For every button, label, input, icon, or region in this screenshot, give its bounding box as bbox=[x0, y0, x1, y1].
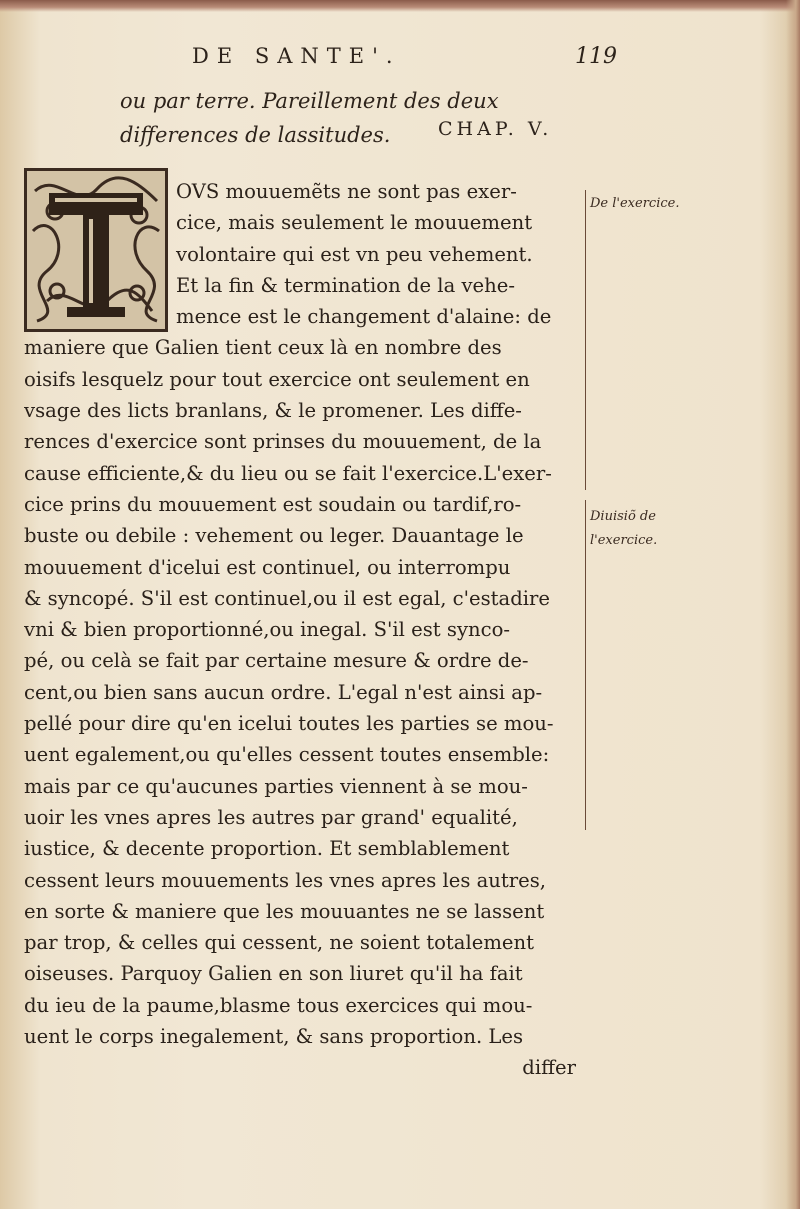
page-right-edge bbox=[786, 0, 800, 1209]
text-line: par trop, & celles qui cessent, ne soient totalement bbox=[24, 931, 535, 955]
text-line: vsage des licts branlans, & le promener. Les diffe- bbox=[24, 399, 522, 423]
text-line: cause efficiente,& du lieu ou se fait l'exercice.L'exer- bbox=[24, 461, 552, 485]
text-line: pé, ou celà se fait par certaine mesure & ordre de- bbox=[24, 649, 529, 673]
margin-bracket bbox=[585, 190, 590, 490]
text-line: volontaire qui est vn peu vehement. bbox=[176, 242, 533, 266]
text-line: en sorte & maniere que les mouuantes ne se lassent bbox=[24, 899, 545, 923]
page-top-edge bbox=[0, 0, 800, 12]
text-line: uoir les vnes apres les autres par grand' equalité, bbox=[24, 805, 518, 829]
text-line: mais par ce qu'aucunes parties viennent à se mou- bbox=[24, 774, 528, 798]
text-line: du ieu de la paume,blasme tous exercices qui mou- bbox=[24, 993, 533, 1017]
text-line: rences d'exercice sont prinses du mouuement, de la bbox=[24, 430, 542, 454]
text-line: maniere que Galien tient ceux là en nombre des bbox=[24, 336, 502, 360]
text-line: mence est le changement d'alaine: de bbox=[176, 305, 552, 329]
text-line: oiseuses. Parquoy Galien en son liuret qu'il ha fait bbox=[24, 962, 523, 986]
body-text bbox=[24, 176, 580, 1084]
text-line: vni & bien proportionné,ou inegal. S'il est synco- bbox=[24, 618, 511, 642]
page-number: 119 bbox=[575, 44, 617, 69]
chapter-heading: CHAP. V. bbox=[438, 118, 553, 140]
text-line: pellé pour dire qu'en icelui toutes les parties se mou- bbox=[24, 712, 554, 736]
text-line: & syncopé. S'il est continuel,ou il est egal, c'estadire bbox=[24, 586, 550, 610]
text-line: cent,ou bien sans aucun ordre. L'egal n'est ainsi ap- bbox=[24, 680, 543, 704]
text-line: oisifs lesquelz pour tout exercice ont seulement en bbox=[24, 367, 530, 391]
section-subtitle: ou par terre. Pareillement des deux differences de lassitudes. bbox=[120, 89, 499, 147]
text-line: mouuement d'icelui est continuel, ou interrompu bbox=[24, 555, 511, 579]
catchword: differ bbox=[522, 1056, 576, 1080]
running-head: DE SANTE'. bbox=[192, 44, 401, 68]
text-line: uent le corps inegalement, & sans proportion. Les bbox=[24, 1025, 524, 1049]
margin-note: Diuisiõ de l'exercice. bbox=[590, 509, 658, 548]
text-line: cice, mais seulement le mouuement bbox=[176, 211, 533, 235]
margin-note: De l'exercice. bbox=[590, 196, 680, 211]
text-line: iustice, & decente proportion. Et semblablement bbox=[24, 837, 510, 861]
text-line: buste ou debile : vehement ou leger. Dauantage le bbox=[24, 524, 524, 548]
text-line: OVS mouuemẽts ne sont pas exer- bbox=[176, 180, 517, 203]
text-line: Et la fin & termination de la vehe- bbox=[176, 273, 515, 297]
text-line: cice prins du mouuement est soudain ou tardif,ro- bbox=[24, 492, 522, 516]
text-line: cessent leurs mouuements les vnes apres les autres, bbox=[24, 868, 547, 892]
text-line: uent egalement,ou qu'elles cessent toutes ensemble: bbox=[24, 743, 550, 767]
